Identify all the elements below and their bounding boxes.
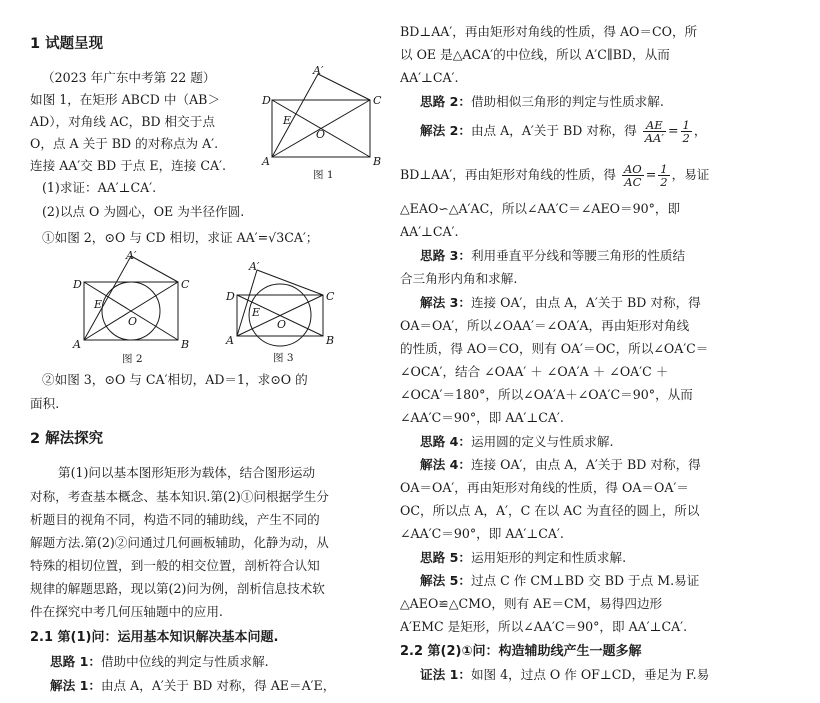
- svg-text:D: D: [226, 290, 235, 303]
- problem-part-2: (2)以点 O 为圆心，OE 为半径作圆.: [42, 204, 245, 219]
- solution-4: 解法 4：连接 OA′，由点 A，A′关于 BD 对称，得: [420, 457, 701, 472]
- problem-line: 面积.: [30, 396, 60, 411]
- solution-5: 解法 5：过点 C 作 CM⊥BD 交 BD 于点 M.易证: [420, 573, 700, 588]
- solution-1: 解法 1：由点 A，A′关于 BD 对称，得 AE＝A′E，: [50, 678, 336, 693]
- body-line: 析题目的视角不同，构造不同的辅助线，产生不同的: [30, 512, 320, 527]
- subsection-title-2-1: 2.1 第(1)问：运用基本知识解决基本问题.: [30, 630, 279, 645]
- solution-3: 解法 3：连接 OA′，由点 A，A′关于 BD 对称，得: [420, 295, 701, 310]
- figure-3: [225, 258, 355, 368]
- figure-3-caption: 图 3: [273, 352, 294, 364]
- section-title-1: 1 试题呈现: [30, 36, 104, 52]
- body-line: ∠AA′C＝90°，即 AA′⊥CA′.: [400, 410, 564, 425]
- svg-text:D: D: [262, 94, 271, 107]
- svg-text:O: O: [316, 128, 326, 141]
- idea-5: 思路 5：运用矩形的判定和性质求解.: [420, 550, 627, 565]
- section-title-2: 2 解法探究: [30, 431, 104, 447]
- svg-text:A: A: [226, 334, 234, 347]
- fraction-ae-aa: $\frac{AE}{AA'}$: [644, 118, 664, 145]
- svg-text:A: A: [73, 338, 81, 351]
- body-line: 解题方法.第(2)②问通过几何画板辅助，化静为动，从: [30, 535, 329, 550]
- figure-1-caption: 图 1: [313, 169, 334, 181]
- body-line: AA′⊥CA′.: [400, 70, 459, 85]
- subsection-title-2-2: 2.2 第(2)①问：构造辅助线产生一题多解: [400, 644, 642, 659]
- svg-text:E: E: [94, 298, 103, 311]
- figure-2-caption: 图 2: [122, 353, 143, 365]
- body-line: 合三角形内角和求解.: [400, 271, 518, 286]
- svg-text:O: O: [128, 315, 138, 328]
- body-line: ∠OCA′，结合 ∠OAA′ ＋ ∠OA′A ＋ ∠OA′C ＋: [400, 364, 669, 379]
- svg-text:A′: A′: [313, 64, 324, 77]
- svg-text:O: O: [277, 318, 287, 331]
- idea-3: 思路 3：利用垂直平分线和等腰三角形的性质结: [420, 248, 686, 263]
- problem-part-2-1: ①如图 2，⊙O 与 CD 相切，求证 AA′=√3CA′；: [42, 230, 319, 245]
- svg-text:C: C: [373, 94, 382, 107]
- body-line: BD⊥AA′，再由矩形对角线的性质，得 $\frac{AO}{AC}$ = $\frac{1}{2}$ ，易证: [400, 162, 710, 189]
- body-line: A′EMC 是矩形，所以∠AA′C＝90°，即 AA′⊥CA′.: [400, 619, 688, 634]
- body-line: 第(1)问以基本图形矩形为载体，结合图形运动: [58, 465, 316, 480]
- proof-1: 证法 1：如图 4，过点 O 作 OF⊥CD，垂足为 F.易: [420, 667, 710, 682]
- body-line: 的性质，得 AO＝CO，则有 OA′＝OC，所以∠OA′C＝: [400, 341, 709, 356]
- body-line: ∠OCA′＝180°，所以∠OA′A＋∠OA′C＝90°，从而: [400, 387, 693, 402]
- fraction-half: $\frac{1}{2}$: [660, 162, 668, 189]
- problem-line: 连接 AA′交 BD 于点 E，连接 CA′.: [30, 158, 226, 173]
- body-line: △AEO≌△CMO，则有 AE＝CM，易得四边形: [400, 596, 663, 611]
- svg-text:B: B: [373, 155, 382, 168]
- figure-2: [70, 250, 215, 365]
- figure-1: [258, 62, 383, 182]
- solution-2: 解法 2：由点 A，A′关于 BD 对称，得 $\frac{AE}{AA'}$ = $\frac{1}{2}$ ，: [420, 118, 707, 145]
- problem-line: O，点 A 关于 BD 的对称点为 A′.: [30, 136, 219, 151]
- svg-text:C: C: [326, 290, 335, 303]
- svg-text:B: B: [181, 338, 190, 351]
- body-line: 特殊的相切位置，到一般的相交位置，剖析符合认知: [30, 558, 320, 573]
- svg-text:E: E: [252, 306, 261, 319]
- body-line: ∠AA′C＝90°，即 AA′⊥CA′.: [400, 526, 564, 541]
- fraction-half: $\frac{1}{2}$: [682, 118, 690, 145]
- body-line: △EAO∽△A′AC，所以∠AA′C＝∠AEO＝90°，即: [400, 201, 681, 216]
- svg-text:D: D: [73, 278, 82, 291]
- problem-line: AD），对角线 AC，BD 相交于点: [30, 114, 215, 129]
- body-line: OC，所以点 A，A′，C 在以 AC 为直径的圆上，所以: [400, 503, 700, 518]
- idea-1: 思路 1：借助中位线的判定与性质求解.: [50, 654, 269, 669]
- body-line: OA＝OA′，所以∠OAA′＝∠OA′A，再由矩形对角线: [400, 318, 690, 333]
- svg-text:A: A: [262, 155, 270, 168]
- body-line: 对称，考查基本概念、基本知识.第(2)①问根据学生分: [30, 489, 329, 504]
- svg-text:C: C: [181, 278, 190, 291]
- problem-line: 如图 1，在矩形 ABCD 中（AB＞: [30, 92, 221, 107]
- body-line: OA＝OA′，再由矩形对角线的性质，得 OA＝OA′＝: [400, 480, 689, 495]
- body-line: BD⊥AA′，再由矩形对角线的性质，得 AO＝CO，所: [400, 24, 698, 39]
- svg-text:E: E: [283, 114, 292, 127]
- svg-text:A′: A′: [126, 250, 137, 262]
- body-line: 以 OE 是△ACA′的中位线，所以 A′C∥BD，从而: [400, 47, 670, 62]
- idea-4: 思路 4：运用圆的定义与性质求解.: [420, 434, 614, 449]
- problem-source: （2023 年广东中考第 22 题）: [42, 70, 216, 85]
- problem-part-2-2: ②如图 3，⊙O 与 CA′相切，AD＝1，求⊙O 的: [42, 372, 308, 387]
- problem-part-1: (1)求证：AA′⊥CA′.: [42, 180, 157, 195]
- fraction-ao-ac: $\frac{AO}{AC}$: [623, 162, 642, 189]
- svg-text:B: B: [326, 334, 335, 347]
- body-line: AA′⊥CA′.: [400, 224, 459, 239]
- idea-2: 思路 2：借助相似三角形的判定与性质求解.: [420, 94, 664, 109]
- body-line: 规律的解题思路，现以第(2)问为例，剖析信息技术软: [30, 581, 325, 596]
- svg-text:A′: A′: [249, 260, 260, 273]
- body-line: 件在探究中考几何压轴题中的应用.: [30, 604, 223, 619]
